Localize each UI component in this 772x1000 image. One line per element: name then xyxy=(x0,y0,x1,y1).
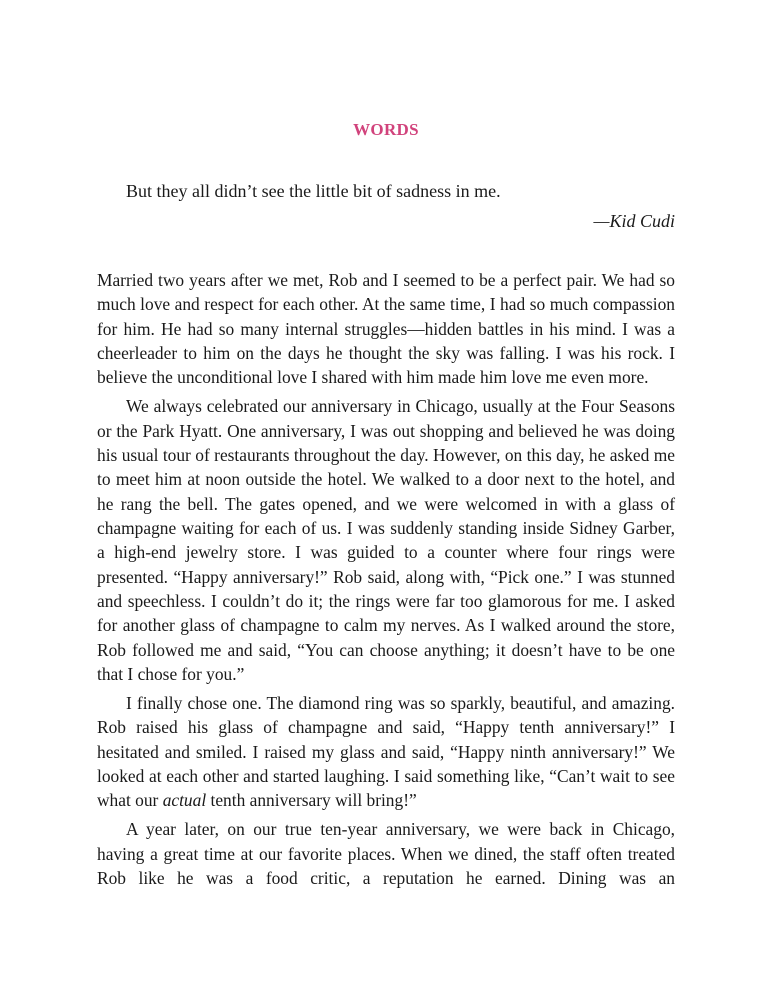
chapter-title: WORDS xyxy=(353,120,419,139)
paragraph-2: We always celebrated our anniversary in Chicago, usually at the Four Seasons or the Park Hyatt. One anniversary, I was out shopping and believed he was doing his usual tour of restaurants throughout the day. However, on this day, he asked me to meet him at noon outside the hotel. We walked to a door next to the hotel, and he rang the bell. The gates opened, and we were welcomed in with a glass of champagne waiting for each of us. I was suddenly standing inside Sidney Garber, a high-end jewelry store. I was guided to a counter where four rings were presented. “Happy anniversary!” Rob said, along with, “Pick one.” I was stunned and speechless. I couldn’t do it; the rings were far too glamorous for me. I asked for another glass of champagne to calm my nerves. As I walked around the store, Rob followed me and said, “You can choose anything; it doesn’t have to be one that I chose for you.” xyxy=(97,396,675,685)
paragraph-3-emphasis: actual xyxy=(162,790,207,811)
epigraph-quote: But they all didn’t see the little bit of sadness in me. xyxy=(126,181,501,201)
paragraph-3-text-after: tenth anniversary will bring!” xyxy=(206,790,417,811)
paragraph-1: Married two years after we met, Rob and I seemed to be a perfect pair. We had so much love and respect for each other. At the same time, I had so much compassion for him. He had so many internal struggles—hidden battles in his mind. I was a cheerleader to him on the days he thought the sky was falling. I was his rock. I believe the unconditional love I shared with him made him love me even more. xyxy=(97,270,675,388)
chapter-body xyxy=(97,268,675,895)
epigraph xyxy=(97,178,675,234)
paragraph-3 xyxy=(97,691,675,813)
paragraph-4: A year later, on our true ten-year anniversary, we were back in Chicago, having a great time at our favorite places. When we dined, the staff often treated Rob like he was a food critic, a reputation he earned. Dining was an xyxy=(97,819,675,889)
epigraph-attribution: —Kid Cudi xyxy=(593,211,675,231)
paragraph-3-text-before: I finally chose one. The diamond ring was so sparkly, beautiful, and amazing. Rob raised his glass of champagne and said, “Happy tenth anniversary!” I hesitated and smiled. I raised my glass and said, “Happy ninth anniversary!” We looked at each other and started laughing. I said something like, “Can’t wait to see what our xyxy=(97,693,675,811)
